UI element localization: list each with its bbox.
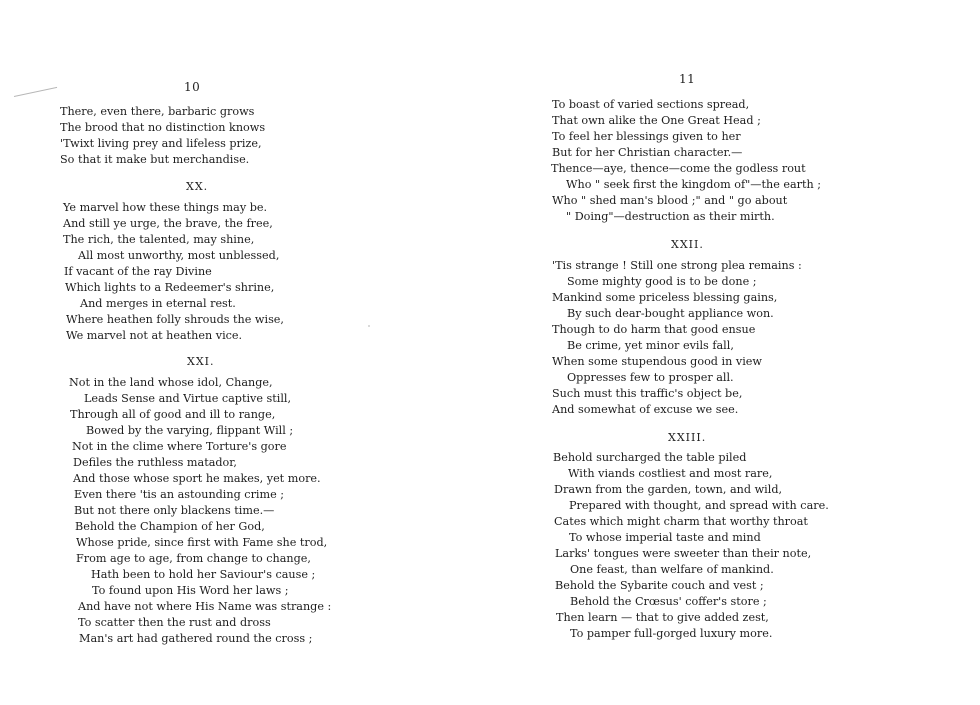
verse-line: And still ye urge, the brave, the free,: [63, 217, 273, 230]
verse-line: Through all of good and ill to range,: [70, 408, 276, 421]
verse-line: Behold the Sybarite couch and vest ;: [555, 579, 764, 592]
verse-line: From age to age, from change to change,: [76, 552, 311, 565]
stanza-heading: XXIII.: [668, 431, 707, 444]
page-stroke-mark: [14, 87, 57, 97]
verse-line: The brood that no distinction knows: [60, 121, 266, 134]
verse-line: Though to do harm that good ensue: [552, 323, 756, 336]
verse-line: All most unworthy, most unblessed,: [78, 249, 280, 262]
verse-line: Who " shed man's blood ;" and " go about: [552, 194, 788, 207]
verse-line: But not there only blackens time.—: [74, 504, 275, 517]
verse-line: But for her Christian character.—: [552, 146, 743, 159]
stanza-heading: XXI.: [187, 355, 215, 368]
verse-line: Larks' tongues were sweeter than their note,: [555, 547, 812, 560]
verse-line: And somewhat of excuse we see.: [552, 403, 739, 416]
verse-line: Hath been to hold her Saviour's cause ;: [91, 568, 316, 581]
verse-line: Where heathen folly shrouds the wise,: [66, 313, 284, 326]
verse-line: And have not where His Name was strange :: [78, 600, 332, 613]
verse-line: And merges in eternal rest.: [80, 297, 236, 310]
verse-line: When some stupendous good in view: [552, 355, 762, 368]
verse-line: Behold surcharged the table piled: [553, 451, 747, 464]
page-number: 11: [679, 72, 696, 86]
verse-line: Man's art had gathered round the cross ;: [79, 632, 313, 645]
verse-line: One feast, than welfare of mankind.: [570, 563, 774, 576]
verse-line: Some mighty good is to be done ;: [567, 275, 757, 288]
right-page: [490, 0, 980, 705]
verse-line: To pamper full-gorged luxury more.: [570, 627, 773, 640]
verse-line: Who " seek first the kingdom of"—the earth ;: [566, 178, 822, 191]
verse-line: There, even there, barbaric grows: [60, 105, 255, 118]
verse-line: With viands costliest and most rare,: [568, 467, 773, 480]
verse-line: That own alike the One Great Head ;: [552, 114, 761, 127]
verse-line: To whose imperial taste and mind: [569, 531, 761, 544]
verse-line: 'Twixt living prey and lifeless prize,: [60, 137, 262, 150]
verse-line: Bowed by the varying, flippant Will ;: [86, 424, 294, 437]
paper-speck: [368, 325, 370, 327]
verse-line: Thence—aye, thence—come the godless rout: [551, 162, 806, 175]
verse-line: By such dear-bought appliance won.: [567, 307, 774, 320]
stanza-heading: XXII.: [671, 238, 704, 251]
verse-line: And those whose sport he makes, yet more.: [73, 472, 321, 485]
verse-line: To found upon His Word her laws ;: [92, 584, 289, 597]
verse-line: Leads Sense and Virtue captive still,: [84, 392, 292, 405]
verse-line: The rich, the talented, may shine,: [63, 233, 255, 246]
verse-line: To feel her blessings given to her: [552, 130, 741, 143]
verse-line: If vacant of the ray Divine: [64, 265, 212, 278]
stanza-heading: XX.: [186, 180, 209, 193]
verse-line: Not in the clime where Torture's gore: [72, 440, 287, 453]
verse-line: Ye marvel how these things may be.: [63, 201, 268, 214]
verse-line: Oppresses few to prosper all.: [567, 371, 734, 384]
page-number: 10: [184, 80, 201, 94]
verse-line: Behold the Champion of her God,: [75, 520, 265, 533]
verse-line: Even there 'tis an astounding crime ;: [74, 488, 285, 501]
verse-line: Not in the land whose idol, Change,: [69, 376, 273, 389]
verse-line: Be crime, yet minor evils fall,: [567, 339, 734, 352]
verse-line: Such must this traffic's object be,: [552, 387, 743, 400]
verse-line: Whose pride, since first with Fame she trod,: [76, 536, 328, 549]
verse-line: To boast of varied sections spread,: [552, 98, 750, 111]
verse-line: " Doing"—destruction as their mirth.: [566, 210, 775, 223]
verse-line: Defiles the ruthless matador,: [73, 456, 237, 469]
verse-line: Which lights to a Redeemer's shrine,: [65, 281, 275, 294]
verse-line: Behold the Crœsus' coffer's store ;: [570, 595, 767, 608]
verse-line: So that it make but merchandise.: [60, 153, 250, 166]
verse-line: To scatter then the rust and dross: [78, 616, 271, 629]
verse-line: 'Tis strange ! Still one strong plea remains :: [552, 259, 802, 272]
verse-line: Mankind some priceless blessing gains,: [552, 291, 778, 304]
verse-line: Drawn from the garden, town, and wild,: [554, 483, 783, 496]
verse-line: Prepared with thought, and spread with care.: [569, 499, 829, 512]
verse-line: Cates which might charm that worthy throat: [554, 515, 808, 528]
verse-line: Then learn — that to give added zest,: [556, 611, 769, 624]
verse-line: We marvel not at heathen vice.: [66, 329, 243, 342]
